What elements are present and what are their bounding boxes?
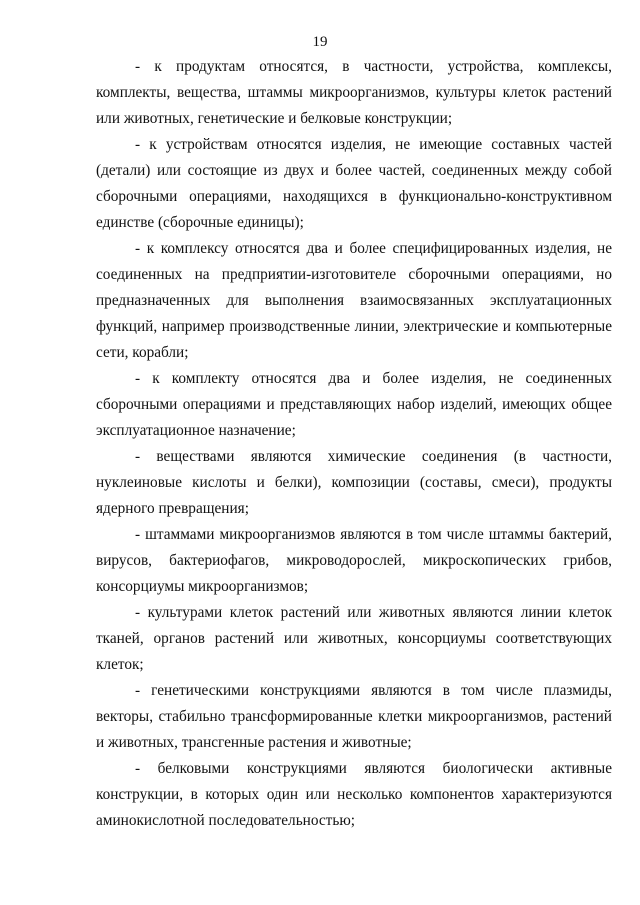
paragraph-substances: - веществами являются химические соединения (в частности, нуклеиновые кислоты и белки), композиции (составы, смеси), продукты ядерного превращения;: [96, 448, 612, 517]
paragraph-kit: - к комплекту относятся два и более изделия, не соединенных сборочными операциями и представляющих набор изделий, имеющих общее эксплуатационное назначение;: [96, 370, 612, 439]
body-text: [96, 54, 612, 834]
paragraph-protein-constructs: - белковыми конструкциями являются биологически активные конструкции, в которых один или несколько компонентов характеризуются аминокислотной последовательностью;: [96, 760, 612, 829]
paragraph-devices: - к устройствам относятся изделия, не имеющие составных частей (детали) или состоящие из двух и более частей, соединенных между собой сборочными операциями, находящихся в функционально-конструктивном единстве (сборочные единицы);: [96, 136, 612, 231]
page-number: 19: [312, 34, 328, 50]
paragraph-products: - к продуктам относятся, в частности, устройства, комплексы, комплекты, вещества, штаммы микроорганизмов, культуры клеток растений или животных, генетические и белковые конструкции;: [96, 58, 612, 127]
paragraph-genetic-constructs: - генетическими конструкциями являются в том числе плазмиды, векторы, стабильно трансформированные клетки микроорганизмов, растений и животных, трансгенные растения и животные;: [96, 682, 612, 751]
paragraph-cell-cultures: - культурами клеток растений или животных являются линии клеток тканей, органов растений или животных, консорциумы соответствующих клеток;: [96, 604, 612, 673]
paragraph-complex: - к комплексу относятся два и более специфицированных изделия, не соединенных на предприятии-изготовителе сборочными операциями, но предназначенных для выполнения взаимосвязанных эксплуатационных функций, например производственные линии, электрические и компьютерные сети, корабли;: [96, 240, 612, 361]
paragraph-strains: - штаммами микроорганизмов являются в том числе штаммы бактерий, вирусов, бактериофагов, микроводорослей, микроскопических грибов, консорциумы микроорганизмов;: [96, 526, 612, 595]
